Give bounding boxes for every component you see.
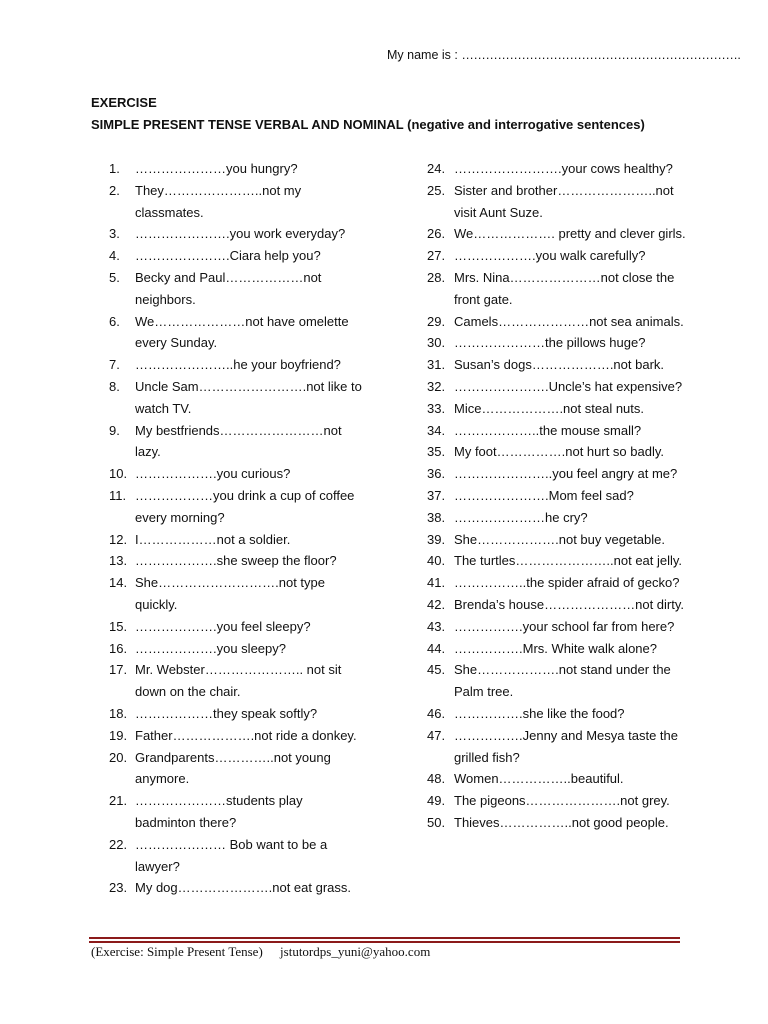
question-text: They…………………..not my classmates. [135,182,302,220]
question-text: Grandparents…………..not young anymore. [135,749,331,787]
question-item [91,725,366,747]
question-number: 39. [427,531,446,547]
question-item [91,703,366,725]
question-text: …………………the pillows huge? [454,335,646,351]
question-item [91,158,366,180]
question-text: Susan’s dogs……………….not bark. [454,357,665,373]
question-text: ……………….she sweep the floor? [135,553,337,569]
question-item [91,354,366,376]
question-item [412,703,687,725]
question-item [91,790,366,834]
question-text: The pigeons………………….not grey. [454,793,670,809]
question-number: 37. [427,487,446,503]
question-number: 25. [427,182,446,198]
question-item [91,529,366,551]
question-text: I………………not a soldier. [135,531,291,547]
question-number: 8. [109,378,120,394]
question-number: 33. [427,400,446,416]
question-item [91,311,366,355]
question-item [412,420,687,442]
question-number: 44. [427,640,446,656]
question-number: 23. [109,880,128,896]
question-item [412,812,687,834]
exercise-heading: EXERCISE [91,95,157,110]
footer-label: (Exercise: Simple Present Tense) [91,944,263,959]
question-item [412,638,687,660]
question-text: ………………….Ciara help you? [135,248,321,264]
exercise-subtitle: SIMPLE PRESENT TENSE VERBAL AND NOMINAL (negative and interrogative sentences) [91,117,645,132]
question-item [91,659,366,703]
question-text: Becky and Paul………………not neighbors. [135,269,322,307]
question-number: 45. [427,662,446,678]
question-number: 14. [109,575,128,591]
question-text: …………….your school far from here? [454,618,675,634]
question-number: 36. [427,466,446,482]
question-number: 1. [109,161,120,176]
question-text: My bestfriends……………………not lazy. [135,422,342,460]
question-text: Father……………….not ride a donkey. [135,727,357,743]
question-text: ……………….you feel sleepy? [135,618,311,634]
question-number: 27. [427,248,446,264]
question-item [412,158,687,180]
question-number: 34. [427,422,446,438]
question-item [412,376,687,398]
question-item [412,485,687,507]
question-text: ………………….Mom feel sad? [454,487,634,503]
question-item [91,180,366,224]
question-number: 2. [109,182,120,198]
question-item [412,441,687,463]
question-number: 12. [109,531,128,547]
question-number: 28. [427,269,446,285]
question-item [91,485,366,529]
question-text: …………….Mrs. White walk alone? [454,640,657,656]
question-number: 6. [109,313,120,329]
question-item [91,267,366,311]
question-item [91,877,366,899]
question-text: …………………..you feel angry at me? [454,466,678,482]
question-number: 4. [109,248,120,264]
name-label: My name is : [387,48,458,62]
question-number: 7. [109,357,120,373]
question-item [412,725,687,769]
question-number: 15. [109,618,128,634]
question-number: 35. [427,444,446,460]
question-item [412,267,687,311]
question-item [91,223,366,245]
question-item [91,463,366,485]
question-item [412,594,687,616]
footer-rule-top [89,937,680,939]
footer-rule-bottom [89,941,680,943]
question-text: She……………….not stand under the Palm tree. [454,662,671,700]
question-text: My dog………………….not eat grass. [135,880,352,896]
question-number: 19. [109,727,128,743]
question-number: 11. [109,487,127,503]
question-number: 9. [109,422,120,438]
question-item [412,790,687,812]
question-item [412,529,687,551]
question-text: My foot…………….not hurt so badly. [454,444,664,460]
question-item [91,550,366,572]
question-number: 49. [427,793,446,809]
question-text: We………………. pretty and clever girls. [454,226,686,242]
question-number: 31. [427,357,446,373]
question-text: …………………he cry? [454,509,588,525]
question-text: …………….she like the food? [454,705,625,721]
question-text: Uncle Sam…………………….not like to watch TV. [135,378,362,416]
question-text: ………………… Bob want to be a lawyer? [135,836,328,874]
question-text: …………………you hungry? [135,161,298,176]
question-item [412,768,687,790]
question-number: 48. [427,771,446,787]
question-text: Women……………..beautiful. [454,771,624,787]
question-number: 20. [109,749,128,765]
question-item [412,332,687,354]
question-number: 29. [427,313,446,329]
question-item [91,572,366,616]
question-number: 47. [427,727,446,743]
question-number: 50. [427,814,446,830]
question-text: She……………………….not type quickly. [135,575,325,612]
question-text: ………………..the mouse small? [454,422,642,438]
question-item [412,507,687,529]
question-number: 17. [109,662,128,678]
footer [91,944,430,960]
question-item [91,638,366,660]
question-text: ……………….you curious? [135,466,291,482]
question-number: 18. [109,705,128,721]
question-item [91,420,366,464]
question-number: 24. [427,161,446,176]
question-number: 26. [427,226,446,242]
question-text: Sister and brother…………………..not visit Aunt Suze. [454,182,674,220]
name-field-line [387,48,740,62]
question-text: Mr. Webster………………….. not sit down on the chair. [135,662,342,700]
question-text: ………………they speak softly? [135,705,318,721]
question-number: 46. [427,705,446,721]
question-item [412,550,687,572]
question-text: We…………………not have omelette every Sunday. [135,313,349,351]
question-number: 40. [427,553,446,569]
question-number: 5. [109,269,120,285]
question-item [91,376,366,420]
question-item [91,747,366,791]
question-text: …………………….your cows healthy? [454,161,673,176]
question-item [412,354,687,376]
footer-email: jstutordps_yuni@yahoo.com [280,944,431,959]
right-question-list [412,158,687,834]
left-question-list [91,158,366,899]
question-item [91,616,366,638]
question-item [412,659,687,703]
question-number: 16. [109,640,128,656]
question-item [412,223,687,245]
question-text: ……………….you sleepy? [135,640,286,656]
question-number: 22. [109,836,128,852]
name-blank: ……………………………………………………………. [461,48,741,62]
question-text: …………….Jenny and Mesya taste the grilled fish? [454,727,678,765]
question-text: ………………….Uncle’s hat expensive? [454,378,683,394]
question-text: Brenda’s house…………………not dirty. [454,596,684,612]
question-item [412,245,687,267]
question-number: 3. [109,226,120,242]
question-item [91,834,366,878]
question-item [412,311,687,333]
question-number: 30. [427,335,446,351]
question-text: Mrs. Nina…………………not close the front gate. [454,269,675,307]
question-item [412,572,687,594]
question-text: Camels…………………not sea animals. [454,313,684,329]
question-text: ……………….you walk carefully? [454,248,646,264]
question-number: 13. [109,553,128,569]
question-text: She……………….not buy vegetable. [454,531,665,547]
question-number: 10. [109,466,128,482]
question-text: ………………….you work everyday? [135,226,346,242]
question-text: Mice……………….not steal nuts. [454,400,644,416]
question-text: …………………..he your boyfriend? [135,357,341,373]
question-item [412,463,687,485]
question-text: …………………students play badminton there? [135,793,303,830]
question-number: 41. [427,575,446,591]
question-item [91,245,366,267]
question-number: 32. [427,378,446,394]
question-item [412,398,687,420]
question-text: ………………you drink a cup of coffee every morning? [135,487,355,525]
question-number: 43. [427,618,446,634]
question-text: Thieves……………..not good people. [454,814,669,830]
question-number: 21. [109,793,128,809]
question-text: The turtles…………………..not eat jelly. [454,553,683,569]
question-item [412,180,687,224]
question-text: ……………..the spider afraid of gecko? [454,575,680,591]
question-number: 42. [427,596,446,612]
question-item [412,616,687,638]
question-number: 38. [427,509,446,525]
